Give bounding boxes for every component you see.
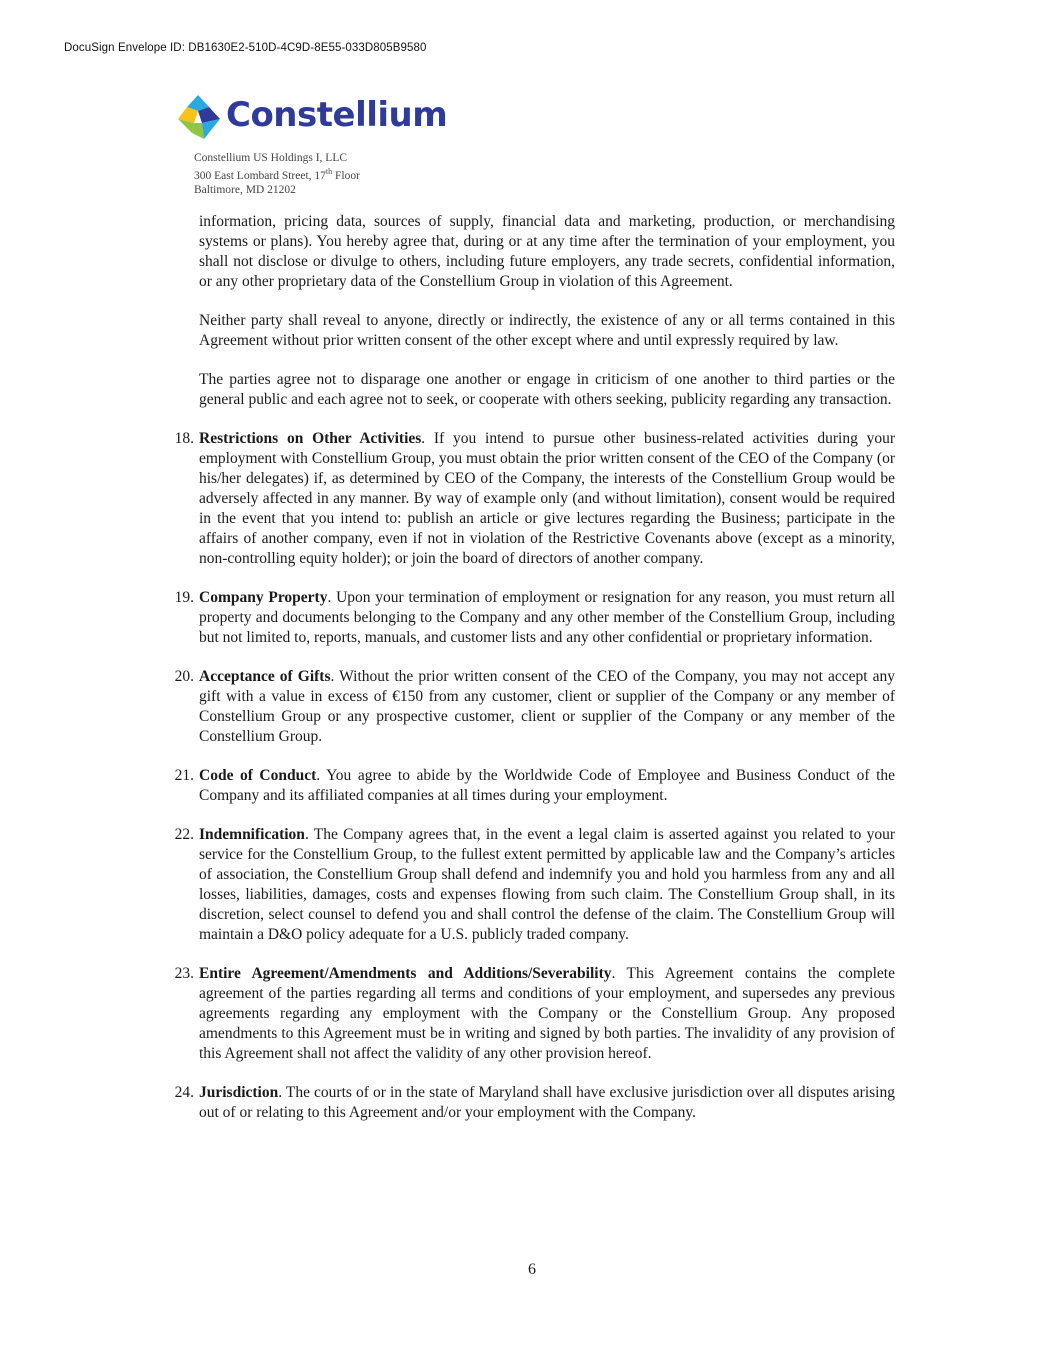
- section-21: [174, 766, 896, 806]
- section-number: 24.: [174, 1084, 194, 1101]
- section-body: . If you intend to pursue other business-related activities during your employment with Constellium Group, you must obtain the prior written consent of the CEO of the Company (or his/her delegates) if, as determined by CEO of the Company, the interests of the Constellium Group would be adversely affected in any manner. By way of example only (and without limitation), consent would be required in the event that you intend to: publish an article or give lectures regarding the Business; participate in the affairs of another company, even if not in violation of the Restrictive Covenants above (except as a minority, non-controlling equity holder); or join the board of directors of another company.: [199, 430, 896, 567]
- paragraph: Neither party shall reveal to anyone, directly or indirectly, the existence of any or all terms contained in this Agreement without prior written consent of the other except where and until expressly required by law.: [199, 312, 895, 349]
- paragraph: The parties agree not to disparage one another or engage in criticism of one another to third parties or the general public and each agree not to seek, or cooperate with others seeking, publicity regarding any transaction.: [199, 371, 895, 408]
- section-20: [174, 667, 895, 747]
- section-title: Acceptance of Gifts: [199, 668, 331, 685]
- document-body: [174, 212, 896, 1123]
- constellium-logo-icon: [174, 93, 222, 143]
- section-body: . The courts of or in the state of Maryland shall have exclusive jurisdiction over all disputes arising out of or relating to this Agreement and/or your employment with the Company.: [199, 1084, 895, 1121]
- section-number: 23.: [174, 965, 194, 982]
- section-23: [174, 964, 895, 1064]
- paragraph: information, pricing data, sources of supply, financial data and marketing, production, or merchandising systems or plans). You hereby agree that, during or at any time after the termination of your employment, you shall not disclose or divulge to others, including future employers, any trade secrets, confidential information, or any other proprietary data of the Constellium Group in violation of this Agreement.: [199, 213, 895, 290]
- section-number: 20.: [174, 668, 194, 685]
- section-title: Code of Conduct: [199, 767, 317, 784]
- section-number: 19.: [174, 589, 194, 606]
- page-number: 6: [528, 1261, 536, 1278]
- docusign-envelope-id: DocuSign Envelope ID: DB1630E2-510D-4C9D-8E55-033D805B9580: [64, 42, 427, 54]
- section-22: [174, 825, 895, 945]
- section-19: [174, 588, 895, 648]
- section-body: . Without the prior written consent of the CEO of the Company, you may not accept any gift with a value in excess of €150 from any customer, client or supplier of the Company or any member of Constellium Group or any prospective customer, client or supplier of the Company or any member of the Constellium Group.: [199, 668, 895, 745]
- section-title: Jurisdiction: [199, 1084, 279, 1101]
- section-24: [174, 1083, 895, 1123]
- section-number: 21.: [174, 767, 194, 784]
- section-body: . The Company agrees that, in the event a legal claim is asserted against you related to your service for the Constellium Group, to the fullest extent permitted by applicable law and the Company’s articles of association, the Constellium Group shall defend and indemnify you and hold you harmless from any and all losses, liabilities, damages, costs and expenses flowing from such claim. The Constellium Group shall, in its discretion, select counsel to defend you and shall control the defense of the claim. The Constellium Group will maintain a D&O policy adequate for a U.S. publicly traded company.: [199, 826, 895, 943]
- section-title: Entire Agreement/Amendments and Additions/Severability: [199, 965, 612, 982]
- address-line-1: Constellium US Holdings I, LLC: [194, 152, 348, 164]
- section-18: [174, 429, 896, 569]
- section-title: Company Property: [199, 589, 328, 606]
- address-line-3: Baltimore, MD 21202: [194, 183, 296, 196]
- company-name: Constellium: [226, 95, 448, 135]
- section-body: . Upon your termination of employment or resignation for any reason, you must return all property and documents belonging to the Company and any other member of the Constellium Group, including but not limited to, reports, manuals, and customer lists and any other confidential or proprietary information.: [199, 589, 895, 646]
- address-line-2: 300 East Lombard Street, 17th Floor: [194, 167, 360, 182]
- section-body: . You agree to abide by the Worldwide Code of Employee and Business Conduct of the Company and its affiliated companies at all times during your employment.: [199, 767, 896, 804]
- section-title: Indemnification: [199, 826, 305, 843]
- section-number: 22.: [174, 826, 194, 843]
- section-body: . This Agreement contains the complete agreement of the parties regarding all terms and conditions of your employment, and supersedes any previous agreements regarding any employment with the Company or the Constellium Group. Any proposed amendments to this Agreement must be in writing and signed by both parties. The invalidity of any provision of this Agreement shall not affect the validity of any other provision hereof.: [199, 965, 895, 1062]
- section-number: 18.: [174, 430, 194, 447]
- section-title: Restrictions on Other Activities: [199, 430, 422, 447]
- company-address: [194, 151, 360, 197]
